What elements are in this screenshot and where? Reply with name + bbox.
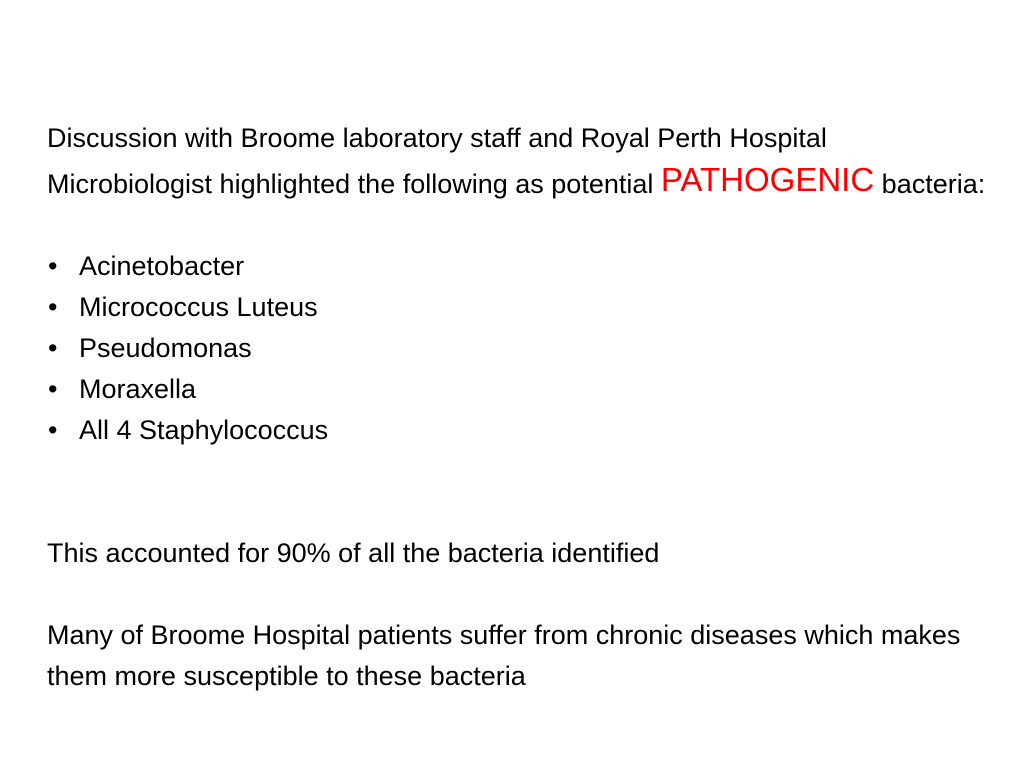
spacer (47, 451, 997, 533)
list-item (47, 410, 997, 451)
intro-text-after: bacteria: (874, 169, 986, 199)
bullet-icon: • (48, 415, 58, 445)
bacteria-name: Acinetobacter (79, 251, 245, 281)
bacteria-name: Pseudomonas (79, 333, 252, 363)
summary-text: This accounted for 90% of all the bacteria identified (47, 538, 660, 568)
pathogenic-highlight: PATHOGENIC (660, 161, 875, 198)
list-item (47, 287, 997, 328)
spacer (47, 205, 997, 246)
slide-content (47, 118, 997, 697)
list-item (47, 246, 997, 287)
bacteria-name: All 4 Staphylococcus (79, 415, 329, 445)
intro-paragraph (47, 118, 997, 205)
spacer (47, 574, 997, 615)
bullet-icon: • (48, 251, 58, 281)
list-item (47, 369, 997, 410)
bullet-icon: • (48, 292, 58, 322)
intro-text-before: Discussion with Broome laboratory staff and Royal Perth Hospital Microbiologist highlighted the following as potential (47, 123, 827, 199)
bacteria-name: Micrococcus Luteus (79, 292, 318, 322)
bullet-icon: • (48, 374, 58, 404)
bacteria-list (47, 246, 997, 451)
bullet-icon: • (48, 333, 58, 363)
list-item (47, 328, 997, 369)
note-text: Many of Broome Hospital patients suffer from chronic diseases which makes them more susceptible to these bacteria (47, 620, 961, 691)
bacteria-name: Moraxella (79, 374, 197, 404)
